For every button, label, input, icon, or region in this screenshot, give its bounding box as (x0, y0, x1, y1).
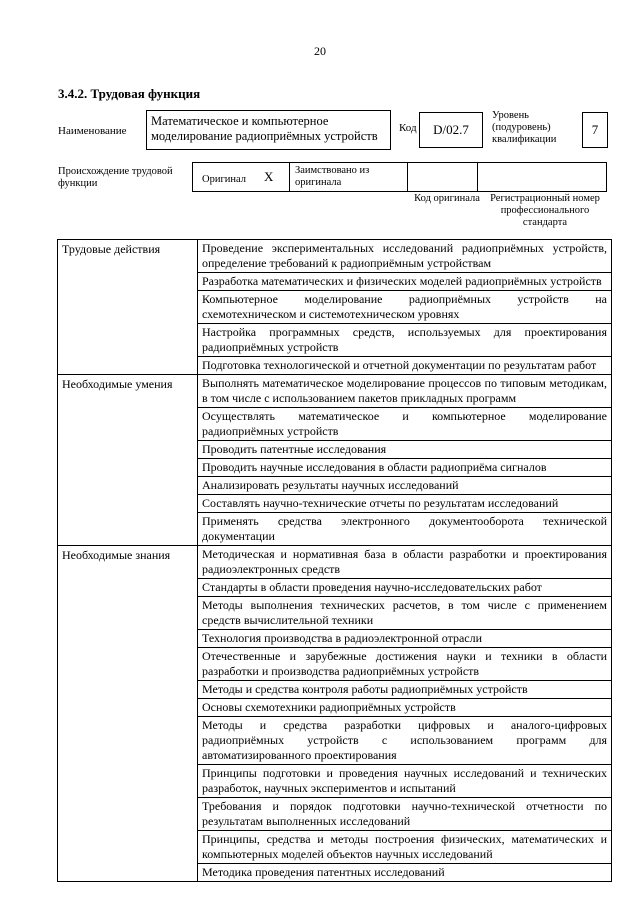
table-row (58, 831, 612, 864)
level-label: Уровень (подуровень) квалификации (492, 110, 557, 145)
table-row (58, 630, 612, 648)
origin-table (192, 162, 607, 192)
table-row (58, 798, 612, 831)
group-label-continuation (58, 408, 198, 441)
group-item: Методическая и нормативная база в области разработки и проектирования радиоэлектронных средств (198, 546, 612, 579)
group-label-continuation (58, 681, 198, 699)
group-item: Технология производства в радиоэлектронной отрасли (198, 630, 612, 648)
original-mark: X (264, 169, 274, 184)
code-origin-caption: Код оригинала (414, 193, 480, 204)
group-label-continuation (58, 291, 198, 324)
group-item: Компьютерное моделирование радиоприёмных устройств на схемотехническом и системотехническом уровнях (198, 291, 612, 324)
group-item: Методика проведения патентных исследований (198, 864, 612, 882)
table-row (58, 477, 612, 495)
group-item: Разработка математических и физических моделей радиоприёмных устройств (198, 273, 612, 291)
group-item: Методы и средства разработки цифровых и аналого-цифровых радиоприёмных устройств с использованием программ для автоматизированного проектирования (198, 717, 612, 765)
group-item: Подготовка технологической и отчетной документации по результатам работ (198, 357, 612, 375)
reg-number-caption: Регистрационный номер профессионального стандарта (490, 193, 600, 228)
group-label-continuation (58, 579, 198, 597)
level-value: 7 (582, 112, 608, 148)
group-label-continuation (58, 597, 198, 630)
group-label-continuation (58, 477, 198, 495)
function-table (57, 239, 612, 882)
group-label-continuation (58, 648, 198, 681)
table-row (58, 546, 612, 579)
group-item: Проводить патентные исследования (198, 441, 612, 459)
group-item: Требования и порядок подготовки научно-технической отчетности по результатам выполненных исследований (198, 798, 612, 831)
group-label-continuation (58, 864, 198, 882)
name-label: Наименование (58, 125, 127, 137)
group-label-continuation (58, 324, 198, 357)
table-row (58, 648, 612, 681)
group-label-continuation (58, 495, 198, 513)
table-row (58, 699, 612, 717)
group-label-continuation (58, 831, 198, 864)
group-item: Проведение экспериментальных исследований радиоприёмных устройств, определение требований к радиоприёмным устройствам (198, 240, 612, 273)
group-label-continuation (58, 765, 198, 798)
group-label-continuation (58, 357, 198, 375)
group-label-continuation (58, 699, 198, 717)
section-title: 3.4.2. Трудовая функция (58, 86, 201, 101)
table-row (58, 291, 612, 324)
group-item: Осуществлять математическое и компьютерное моделирование радиоприёмных устройств (198, 408, 612, 441)
code-label: Код (399, 122, 417, 134)
table-row (58, 441, 612, 459)
group-label-continuation (58, 717, 198, 765)
table-row (58, 717, 612, 765)
table-row (58, 408, 612, 441)
group-item: Составлять научно-технические отчеты по результатам исследований (198, 495, 612, 513)
borrowed-label: Заимствовано из оригинала (295, 165, 370, 188)
group-label-continuation (58, 630, 198, 648)
group-item: Проводить научные исследования в области радиоприёма сигналов (198, 459, 612, 477)
group-item: Применять средства электронного документооборота технической документации (198, 513, 612, 546)
group-item: Принципы, средства и методы построения физических, математических и компьютерных моделей объектов научных исследований (198, 831, 612, 864)
group-label-continuation (58, 459, 198, 477)
group-item: Настройка программных средств, используемых для проектирования радиоприёмных устройств (198, 324, 612, 357)
table-row (58, 765, 612, 798)
group-label: Трудовые действия (58, 240, 198, 273)
table-row (58, 513, 612, 546)
table-row (58, 579, 612, 597)
group-item: Выполнять математическое моделирование процессов по типовым методикам, в том числе с использованием пакетов прикладных программ (198, 375, 612, 408)
table-row (58, 495, 612, 513)
table-row (58, 240, 612, 273)
table-row (58, 375, 612, 408)
group-label-continuation (58, 798, 198, 831)
origin-label: Происхождение трудовой функции (58, 166, 173, 189)
group-item: Методы и средства контроля работы радиоприёмных устройств (198, 681, 612, 699)
group-item: Методы выполнения технических расчетов, в том числе с применением средств вычислительной техники (198, 597, 612, 630)
table-row (58, 273, 612, 291)
group-label-continuation (58, 441, 198, 459)
group-label-continuation (58, 273, 198, 291)
table-row (58, 357, 612, 375)
table-row (58, 864, 612, 882)
group-label: Необходимые знания (58, 546, 198, 579)
table-row (58, 681, 612, 699)
page-number: 20 (314, 44, 326, 58)
function-name: Математическое и компьютерное моделирование радиоприёмных устройств (146, 110, 391, 150)
table-row (58, 597, 612, 630)
group-item: Основы схемотехники радиоприёмных устройств (198, 699, 612, 717)
group-item: Стандарты в области проведения научно-исследовательских работ (198, 579, 612, 597)
table-row (58, 324, 612, 357)
original-label: Оригинал (202, 174, 246, 185)
group-item: Отечественные и зарубежные достижения науки и техники в области разработки и производства радиоприёмных устройств (198, 648, 612, 681)
group-item: Анализировать результаты научных исследований (198, 477, 612, 495)
code-value: D/02.7 (419, 112, 483, 148)
table-row (58, 459, 612, 477)
group-label-continuation (58, 513, 198, 546)
group-label: Необходимые умения (58, 375, 198, 408)
group-item: Принципы подготовки и проведения научных исследований и технических разработок, научных экспериментов и испытаний (198, 765, 612, 798)
